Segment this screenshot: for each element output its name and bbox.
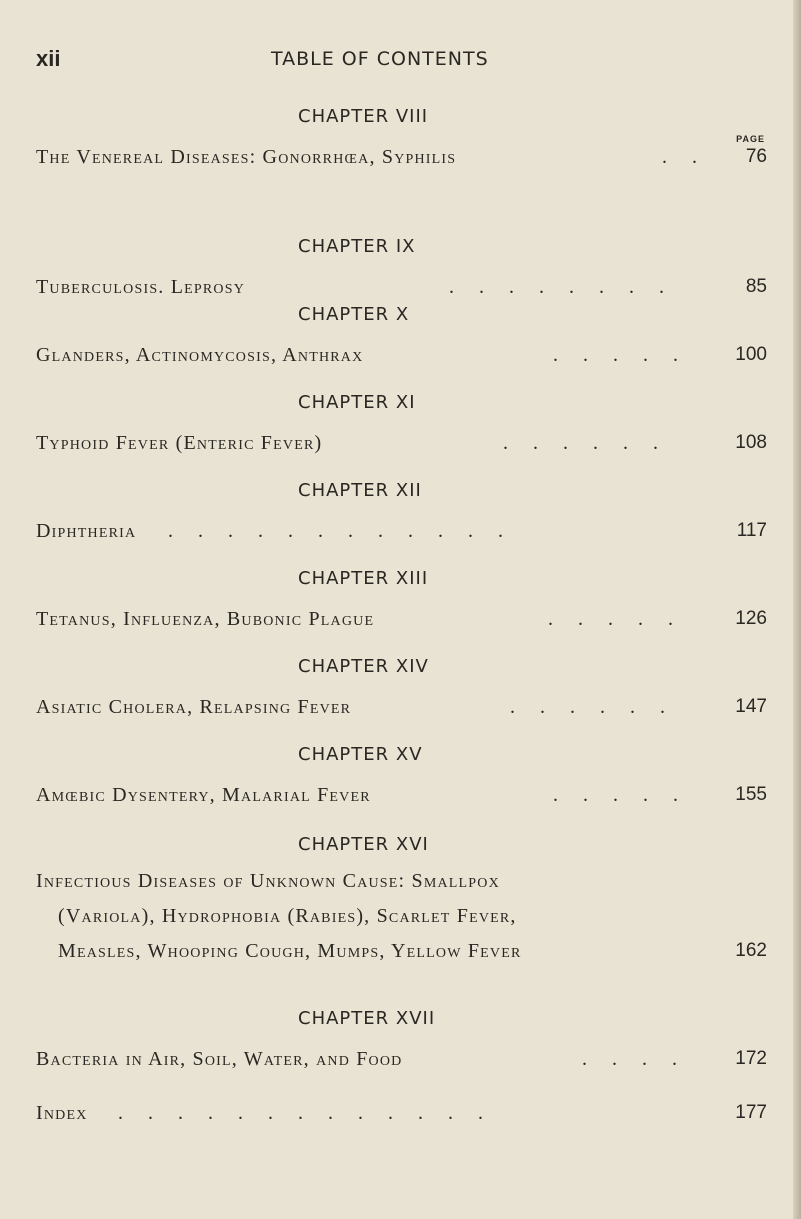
entry-leader: . . . . . <box>548 608 683 630</box>
toc-entry[interactable] <box>0 272 801 306</box>
chapter-heading: CHAPTER XVI <box>298 834 429 855</box>
toc-chapter-x <box>0 302 801 372</box>
entry-title: Index <box>36 1102 88 1124</box>
entry-title: Asiatic Cholera, Relapsing Fever <box>36 696 352 718</box>
entry-title: Tetanus, Influenza, Bubonic Plague <box>36 608 375 630</box>
chapter-heading: CHAPTER XV <box>298 744 423 765</box>
toc-chapter-viii <box>0 104 801 184</box>
toc-entry[interactable] <box>0 692 801 726</box>
chapter-heading: CHAPTER VIII <box>298 106 429 127</box>
entry-leader: . . . . . <box>553 784 688 806</box>
toc-entry[interactable] <box>0 858 801 978</box>
entry-page-number: 162 <box>735 940 767 961</box>
entry-title: Diphtheria <box>36 520 137 542</box>
entry-title: Bacteria in Air, Soil, Water, and Food <box>36 1048 403 1070</box>
entry-leader: . . . . . . . . . . . . . <box>118 1102 493 1124</box>
page-column-label: PAGE <box>736 134 765 144</box>
entry-page-number: 85 <box>745 276 767 297</box>
running-title: TABLE OF CONTENTS <box>271 48 489 70</box>
toc-entry[interactable] <box>0 142 801 176</box>
entry-page-number: 126 <box>735 608 767 629</box>
toc-entry[interactable] <box>0 1098 801 1132</box>
entry-leader: . . <box>662 146 707 168</box>
entry-title-line: Infectious Diseases of Unknown Cause: Smallpox <box>36 870 500 892</box>
entry-leader: . . . . . . <box>510 696 675 718</box>
toc-entry[interactable] <box>0 780 801 814</box>
page-folio: xii <box>36 46 61 71</box>
entry-page-number: 76 <box>745 146 767 167</box>
chapter-heading: CHAPTER XII <box>298 480 422 501</box>
chapter-heading: CHAPTER XIV <box>298 656 429 677</box>
entry-page-number: 147 <box>735 696 767 717</box>
chapter-heading: CHAPTER XVII <box>298 1008 436 1029</box>
entry-page-number: 172 <box>735 1048 767 1069</box>
chapter-heading: CHAPTER XIII <box>298 568 429 589</box>
toc-chapter-xiv <box>0 654 801 724</box>
entry-leader: . . . . <box>582 1048 687 1070</box>
toc-index <box>0 1098 801 1138</box>
chapter-heading: CHAPTER IX <box>298 236 416 257</box>
chapter-heading: CHAPTER XI <box>298 392 416 413</box>
toc-entry[interactable] <box>0 428 801 462</box>
entry-leader: . . . . . <box>553 344 688 366</box>
entry-page-number: 100 <box>735 344 767 365</box>
entry-page-number: 177 <box>735 1102 767 1123</box>
entry-title-line: (Variola), Hydrophobia (Rabies), Scarlet Fever, <box>58 905 517 927</box>
entry-leader: . . . . . . . . <box>449 276 674 298</box>
entry-page-number: 117 <box>736 520 767 541</box>
running-head <box>0 46 801 76</box>
entry-title: Typhoid Fever (Enteric Fever) <box>36 432 323 454</box>
entry-title: Amœbic Dysentery, Malarial Fever <box>36 784 371 806</box>
entry-leader: . . . . . . . . . . . . <box>168 520 513 542</box>
toc-chapter-xiii <box>0 566 801 636</box>
toc-chapter-xvi <box>0 832 801 992</box>
toc-entry[interactable] <box>0 340 801 374</box>
toc-chapter-xvii <box>0 1006 801 1076</box>
toc-chapter-xv <box>0 742 801 812</box>
toc-chapter-xii <box>0 478 801 548</box>
toc-chapter-xi <box>0 390 801 460</box>
toc-entry[interactable] <box>0 1044 801 1078</box>
entry-page-number: 155 <box>735 784 767 805</box>
entry-title: Tuberculosis. Leprosy <box>36 276 245 298</box>
entry-page-number: 108 <box>735 432 767 453</box>
entry-title: The Venereal Diseases: Gonorrhœa, Syphilis <box>36 146 457 168</box>
toc-chapter-ix <box>0 234 801 304</box>
toc-entry[interactable] <box>0 604 801 638</box>
toc-entry[interactable] <box>0 516 801 550</box>
entry-leader: . . . . . . <box>503 432 668 454</box>
entry-title-line: Measles, Whooping Cough, Mumps, Yellow Fever <box>58 940 522 962</box>
chapter-heading: CHAPTER X <box>298 304 410 325</box>
entry-title: Glanders, Actinomycosis, Anthrax <box>36 344 364 366</box>
